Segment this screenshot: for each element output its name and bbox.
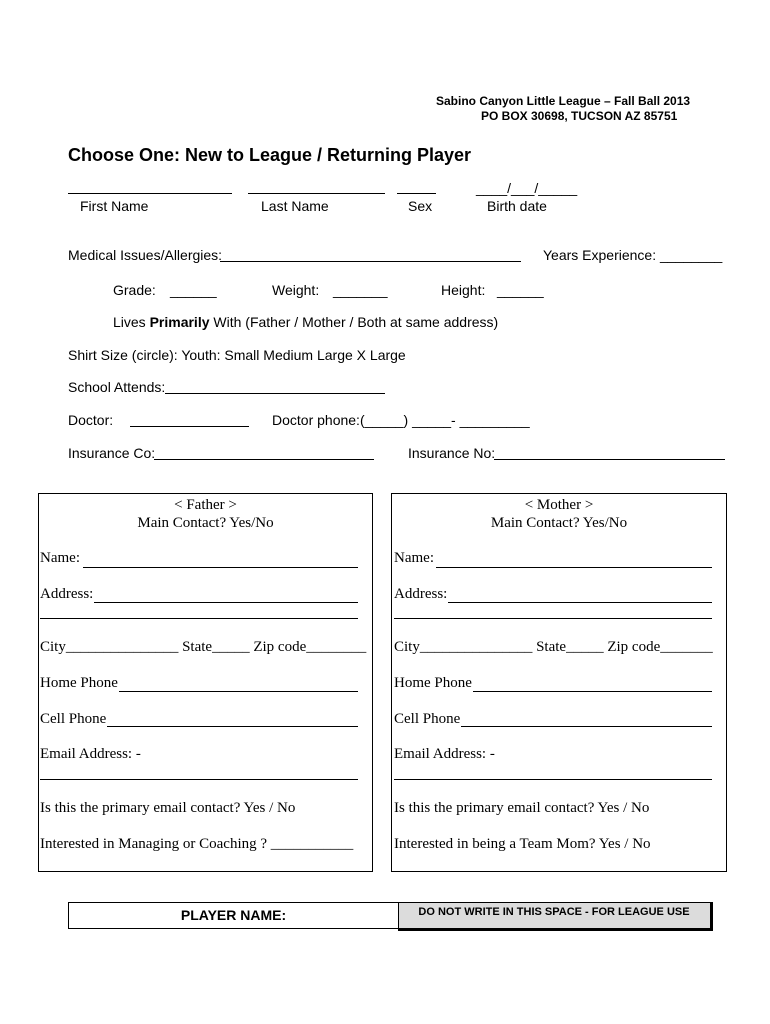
mother-email-field[interactable] <box>394 779 712 780</box>
sex-label: Sex <box>408 198 433 214</box>
mother-cell-phone-field[interactable] <box>461 726 712 727</box>
mother-name-label: Name: <box>394 550 434 566</box>
insurance-co-field[interactable] <box>154 459 374 460</box>
mother-primary-email[interactable]: Is this the primary email contact? Yes / No <box>394 800 650 816</box>
doctor-phone-field[interactable]: Doctor phone:(_____) _____- _________ <box>272 412 530 428</box>
father-name-field[interactable] <box>83 567 358 568</box>
mother-team-mom-interest[interactable]: Interested in being a Team Mom? Yes / No <box>394 836 651 852</box>
insurance-no-field[interactable] <box>494 459 725 460</box>
last-name-field[interactable] <box>248 193 385 194</box>
years-experience-field[interactable]: Years Experience: ________ <box>543 247 723 263</box>
lives-prefix: Lives <box>113 314 150 330</box>
doctor-label: Doctor: <box>68 412 114 428</box>
height-label: Height: <box>441 282 486 298</box>
shirt-size-line[interactable]: Shirt Size (circle): Youth: Small Medium Large X Large <box>68 347 406 363</box>
birth-date-field[interactable]: ____/___/_____ <box>476 180 578 196</box>
father-address-field[interactable] <box>94 602 358 603</box>
sex-field[interactable] <box>397 193 436 194</box>
birth-date-label: Birth date <box>487 198 547 214</box>
player-name-box[interactable] <box>68 902 399 929</box>
grade-label: Grade: <box>113 282 156 298</box>
school-label: School Attends: <box>68 379 166 395</box>
mother-home-phone-field[interactable] <box>473 691 712 692</box>
mother-home-phone-label: Home Phone <box>394 675 472 691</box>
father-heading: < Father > <box>174 497 237 513</box>
father-email-field[interactable] <box>40 779 358 780</box>
last-name-label: Last Name <box>261 198 329 214</box>
mother-section <box>391 493 727 872</box>
father-city-state-zip[interactable]: City_______________ State_____ Zip code________ <box>40 639 367 655</box>
grade-field[interactable]: ______ <box>170 282 217 298</box>
player-name-label: PLAYER NAME: <box>180 907 287 923</box>
father-cell-phone-field[interactable] <box>107 726 358 727</box>
league-use-label: DO NOT WRITE IN THIS SPACE - FOR LEAGUE USE <box>418 906 690 918</box>
first-name-field[interactable] <box>68 193 232 194</box>
father-primary-email[interactable]: Is this the primary email contact? Yes / No <box>40 800 296 816</box>
first-name-label: First Name <box>80 198 149 214</box>
mother-heading: < Mother > <box>524 497 594 513</box>
mother-city-state-zip[interactable]: City_______________ State_____ Zip code_______ <box>394 639 713 655</box>
doctor-field[interactable] <box>130 426 249 427</box>
mother-address-label: Address: <box>394 586 448 602</box>
weight-field[interactable]: _______ <box>333 282 388 298</box>
father-address-label: Address: <box>40 586 94 602</box>
medical-field[interactable] <box>220 261 521 262</box>
lives-suffix: With (Father / Mother / Both at same address) <box>209 314 499 330</box>
father-cell-phone-label: Cell Phone <box>40 711 107 727</box>
father-email-label: Email Address: - <box>40 746 141 762</box>
mother-name-field[interactable] <box>436 567 712 568</box>
page-title: Choose One: New to League / Returning Player <box>68 145 472 165</box>
mother-main-contact[interactable]: Main Contact? Yes/No <box>490 515 628 531</box>
lives-with-line <box>113 314 498 330</box>
school-field[interactable] <box>165 393 385 394</box>
mother-address-line2[interactable] <box>394 618 712 619</box>
insurance-co-label: Insurance Co: <box>68 445 156 461</box>
medical-label: Medical Issues/Allergies: <box>68 247 223 263</box>
weight-label: Weight: <box>272 282 320 298</box>
league-name: Sabino Canyon Little League – Fall Ball 2013 <box>436 94 691 108</box>
league-address: PO BOX 30698, TUCSON AZ 85751 <box>481 109 678 123</box>
insurance-no-label: Insurance No: <box>408 445 496 461</box>
father-main-contact[interactable]: Main Contact? Yes/No <box>137 515 274 531</box>
height-field[interactable]: ______ <box>497 282 544 298</box>
father-home-phone-label: Home Phone <box>40 675 118 691</box>
league-use-box <box>398 902 713 931</box>
lives-bold: Primarily <box>149 314 210 330</box>
father-section <box>38 493 373 872</box>
father-coaching-interest[interactable]: Interested in Managing or Coaching ? ___________ <box>40 836 354 852</box>
mother-cell-phone-label: Cell Phone <box>394 711 461 727</box>
father-address-line2[interactable] <box>40 618 358 619</box>
father-home-phone-field[interactable] <box>119 691 358 692</box>
mother-email-label: Email Address: - <box>394 746 495 762</box>
father-name-label: Name: <box>40 550 80 566</box>
mother-address-field[interactable] <box>448 602 712 603</box>
